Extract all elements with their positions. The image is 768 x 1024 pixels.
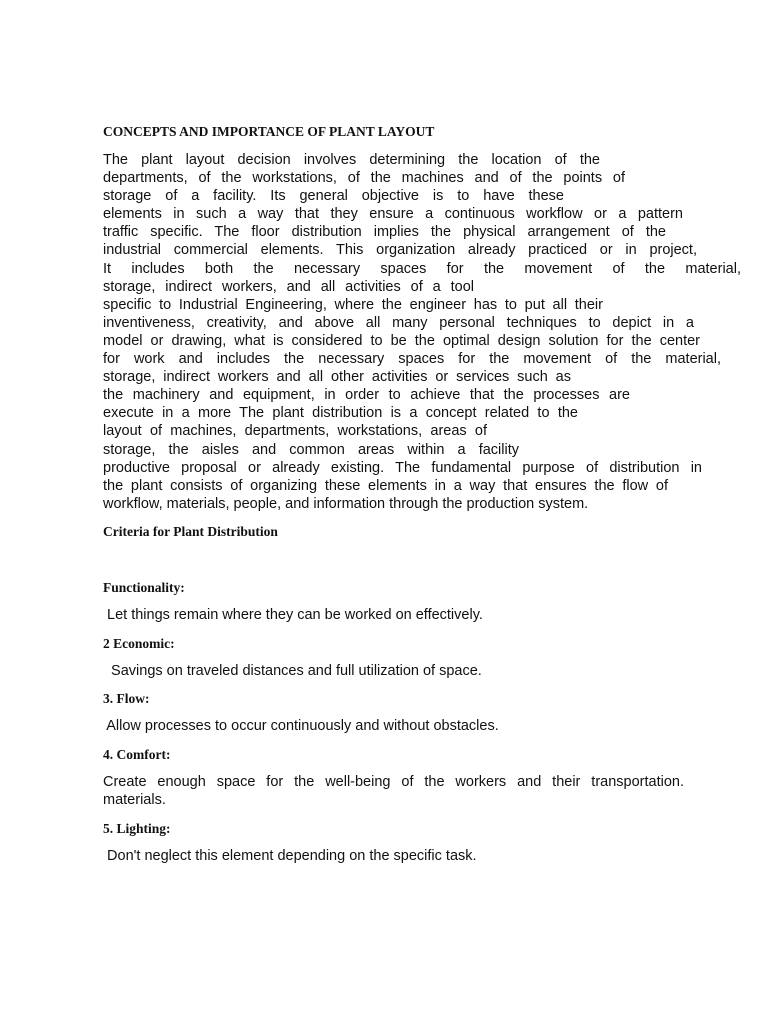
intro-line: layout of machines, departments, workstations, areas of xyxy=(103,423,487,440)
intro-line: It includes both the necessary spaces for the movement of the material, xyxy=(103,260,741,277)
criterion-text-flow: Allow processes to occur continuously and without obstacles. xyxy=(103,718,499,734)
intro-line: elements in such a way that they ensure a continuous workflow or a pattern xyxy=(103,206,683,223)
criterion-text-economic: Savings on traveled distances and full utilization of space. xyxy=(103,663,482,679)
intro-line: storage of a facility. Its general objective is to have these xyxy=(103,188,564,205)
criterion-text-functionality: Let things remain where they can be worked on effectively. xyxy=(103,607,483,623)
intro-line: storage, indirect workers and all other activities or services such as xyxy=(103,369,571,386)
intro-line: productive proposal or already existing. The fundamental purpose of distribution in xyxy=(103,459,702,476)
criterion-text-lighting: Don't neglect this element depending on the specific task. xyxy=(103,848,477,864)
criterion-text-comfort xyxy=(103,773,684,809)
criterion-heading-flow: 3. Flow: xyxy=(103,691,150,706)
intro-line: execute in a more The plant distribution is a concept related to the xyxy=(103,405,578,422)
intro-line: The plant layout decision involves determining the location of the xyxy=(103,152,600,168)
intro-line: specific to Industrial Engineering, where the engineer has to put all their xyxy=(103,296,603,313)
intro-line: for work and includes the necessary spaces for the movement of the material, xyxy=(103,351,721,368)
criterion-heading-economic: 2 Economic: xyxy=(103,636,175,651)
criterion-heading-lighting: 5. Lighting: xyxy=(103,821,171,836)
intro-line: model or drawing, what is considered to be the optimal design solution for the center xyxy=(103,332,700,349)
intro-line: the machinery and equipment, in order to achieve that the processes are xyxy=(103,387,630,404)
criterion-text-line: materials. xyxy=(103,792,166,809)
intro-paragraph xyxy=(103,151,741,513)
criterion-text-line: Create enough space for the well-being of the workers and their transportation. xyxy=(103,774,684,790)
intro-line: storage, indirect workers, and all activities of a tool xyxy=(103,278,474,295)
intro-line: workflow, materials, people, and information through the production system. xyxy=(103,495,589,512)
intro-line: the plant consists of organizing these elements in a way that ensures the flow of xyxy=(103,477,668,494)
criterion-heading-functionality: Functionality: xyxy=(103,580,185,595)
intro-line: storage, the aisles and common areas within a facility xyxy=(103,441,519,458)
intro-line: departments, of the workstations, of the machines and of the points of xyxy=(103,170,625,187)
intro-line: industrial commercial elements. This organization already practiced or in project, xyxy=(103,242,697,259)
intro-line: traffic specific. The floor distribution implies the physical arrangement of the xyxy=(103,224,666,241)
criterion-heading-comfort: 4. Comfort: xyxy=(103,747,171,762)
criteria-heading: Criteria for Plant Distribution xyxy=(103,524,278,539)
intro-line: inventiveness, creativity, and above all many personal techniques to depict in a xyxy=(103,314,694,331)
document-title: CONCEPTS AND IMPORTANCE OF PLANT LAYOUT xyxy=(103,124,435,139)
